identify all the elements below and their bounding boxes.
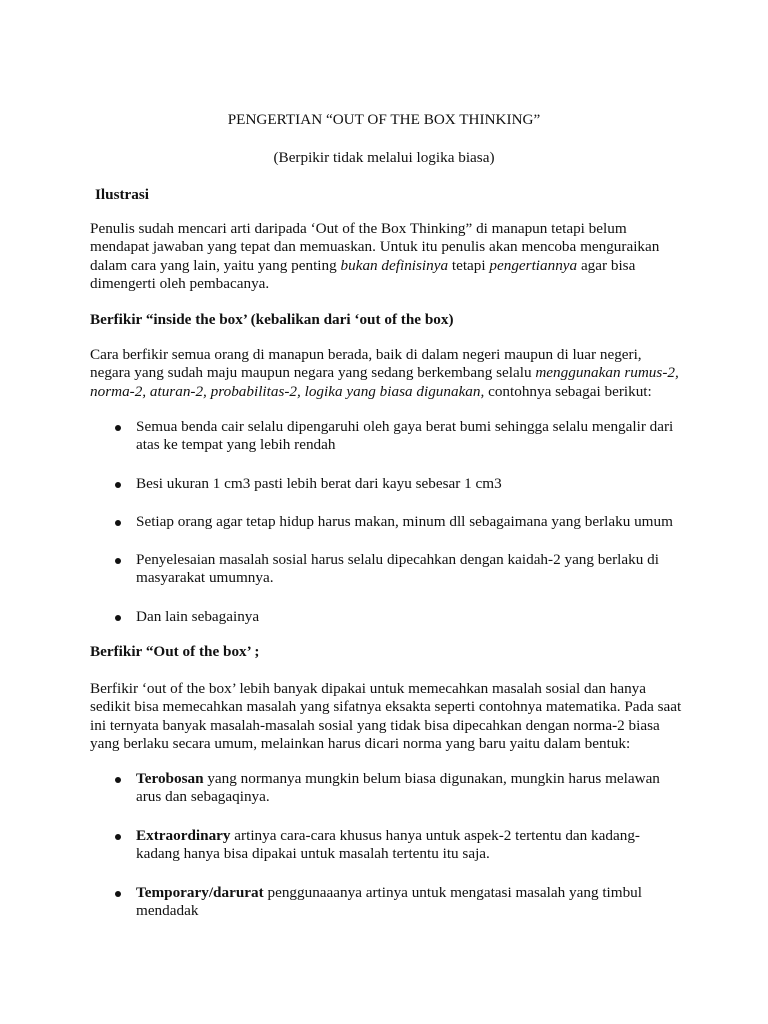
heading-ilustrasi: Ilustrasi	[95, 186, 150, 203]
paragraph-line: Berfikir ‘out of the box’ lebih banyak dipakai untuk memecahkan masalah sosial dan hanya	[90, 680, 646, 697]
paragraph-line: yang berlaku secara umum, melainkan harus dicari norma yang baru yaitu dalam bentuk:	[90, 735, 631, 753]
list-item-line: kadang hanya bisa dipakai untuk masalah tertentu itu saja.	[136, 845, 490, 863]
bullet-icon	[115, 482, 121, 488]
list-item-line: atas ke tempat yang lebih rendah	[136, 436, 336, 454]
paragraph-line: sedikit bisa memecahkan masalah yang sifatnya eksakta seperti contohnya matematika. Pada saat	[90, 698, 682, 716]
bullet-icon	[115, 425, 121, 431]
list-item-line: arus dan sebagaqinya.	[136, 788, 270, 806]
document-subtitle: (Berpikir tidak melalui logika biasa)	[273, 149, 495, 166]
list-item-line	[136, 884, 675, 902]
paragraph-ilustrasi	[90, 220, 710, 294]
paragraph-out-of-the-box	[90, 680, 730, 754]
list-item-line	[136, 770, 675, 788]
bullet-icon	[115, 777, 121, 783]
text-run: penggunaaanya artinya untuk mengatasi masalah yang timbul	[263, 884, 642, 901]
bullet-icon	[115, 520, 121, 526]
list-item	[115, 827, 675, 864]
text-run: tetapi	[448, 256, 490, 274]
list-item	[115, 513, 675, 531]
text-run: yang normanya mungkin belum biasa digunakan, mungkin harus melawan	[203, 770, 660, 787]
bullet-icon	[115, 834, 121, 840]
list-item-line: Dan lain sebagainya	[136, 608, 260, 625]
list-item	[115, 608, 675, 626]
list-term: Extraordinary	[136, 827, 231, 844]
bullet-icon	[115, 891, 121, 897]
italic-text: bukan definisinya	[340, 256, 449, 274]
list-item-line	[136, 827, 675, 845]
list-item	[115, 418, 675, 455]
list-item-line: masyarakat umumnya.	[136, 569, 274, 587]
paragraph-inside-the-box	[90, 346, 710, 401]
italic-text: menggunakan rumus-2,	[535, 364, 679, 382]
paragraph-line	[90, 257, 710, 275]
paragraph-line: Penulis sudah mencari arti daripada ‘Out of the Box Thinking” di manapun tetapi belum	[90, 220, 627, 237]
list-item	[115, 884, 675, 921]
italic-text: norma-2, aturan-2, probabilitas-2, logika yang biasa digunakan,	[90, 382, 485, 400]
paragraph-line	[90, 364, 710, 382]
document-title: PENGERTIAN “OUT OF THE BOX THINKING”	[227, 111, 541, 128]
bullet-icon	[115, 558, 121, 564]
text-run: dalam cara yang lain, yaitu yang penting	[90, 256, 341, 274]
heading-inside-the-box: Berfikir “inside the box’ (kebalikan dari ‘out of the box)	[90, 311, 454, 328]
text-run: artinya cara-cara khusus hanya untuk aspek-2 tertentu dan kadang-	[230, 827, 640, 844]
list-item-line: Penyelesaian masalah sosial harus selalu dipecahkan dengan kaidah-2 yang berlaku di	[136, 551, 659, 568]
text-run: agar bisa	[577, 256, 636, 274]
paragraph-line: ini ternyata banyak masalah-masalah sosial yang tidak bisa dipecahkan dengan norma-2 biasa	[90, 716, 660, 734]
list-item	[115, 475, 675, 493]
list-item-line: Semua benda cair selalu dipengaruhi oleh gaya berat bumi sehingga selalu mengalir dari	[136, 418, 674, 435]
paragraph-line: mendapat jawaban yang tepat dan memuaskan. Untuk itu penulis akan mencoba menguraikan	[90, 238, 660, 256]
list-item-line: Besi ukuran 1 cm3 pasti lebih berat dari kayu sebesar 1 cm3	[136, 475, 502, 492]
list-item-line: mendadak	[136, 902, 199, 920]
list-term: Terobosan	[136, 770, 204, 787]
paragraph-line	[90, 383, 710, 401]
paragraph-line: Cara berfikir semua orang di manapun berada, baik di dalam negeri maupun di luar negeri,	[90, 346, 642, 363]
list-term: Temporary/darurat	[136, 884, 264, 901]
italic-text: pengertiannya	[489, 256, 578, 274]
list-item-line: Setiap orang agar tetap hidup harus makan, minum dll sebagaimana yang berlaku umum	[136, 513, 673, 530]
paragraph-line: dimengerti oleh pembacanya.	[90, 275, 270, 293]
list-item	[115, 770, 675, 807]
text-run: contohnya sebagai berikut:	[484, 382, 652, 400]
bullet-icon	[115, 615, 121, 621]
list-item	[115, 551, 675, 588]
text-run: negara yang sudah maju maupun negara yang sedang berkembang selalu	[90, 364, 536, 382]
heading-out-of-the-box: Berfikir “Out of the box’ ;	[90, 643, 260, 660]
